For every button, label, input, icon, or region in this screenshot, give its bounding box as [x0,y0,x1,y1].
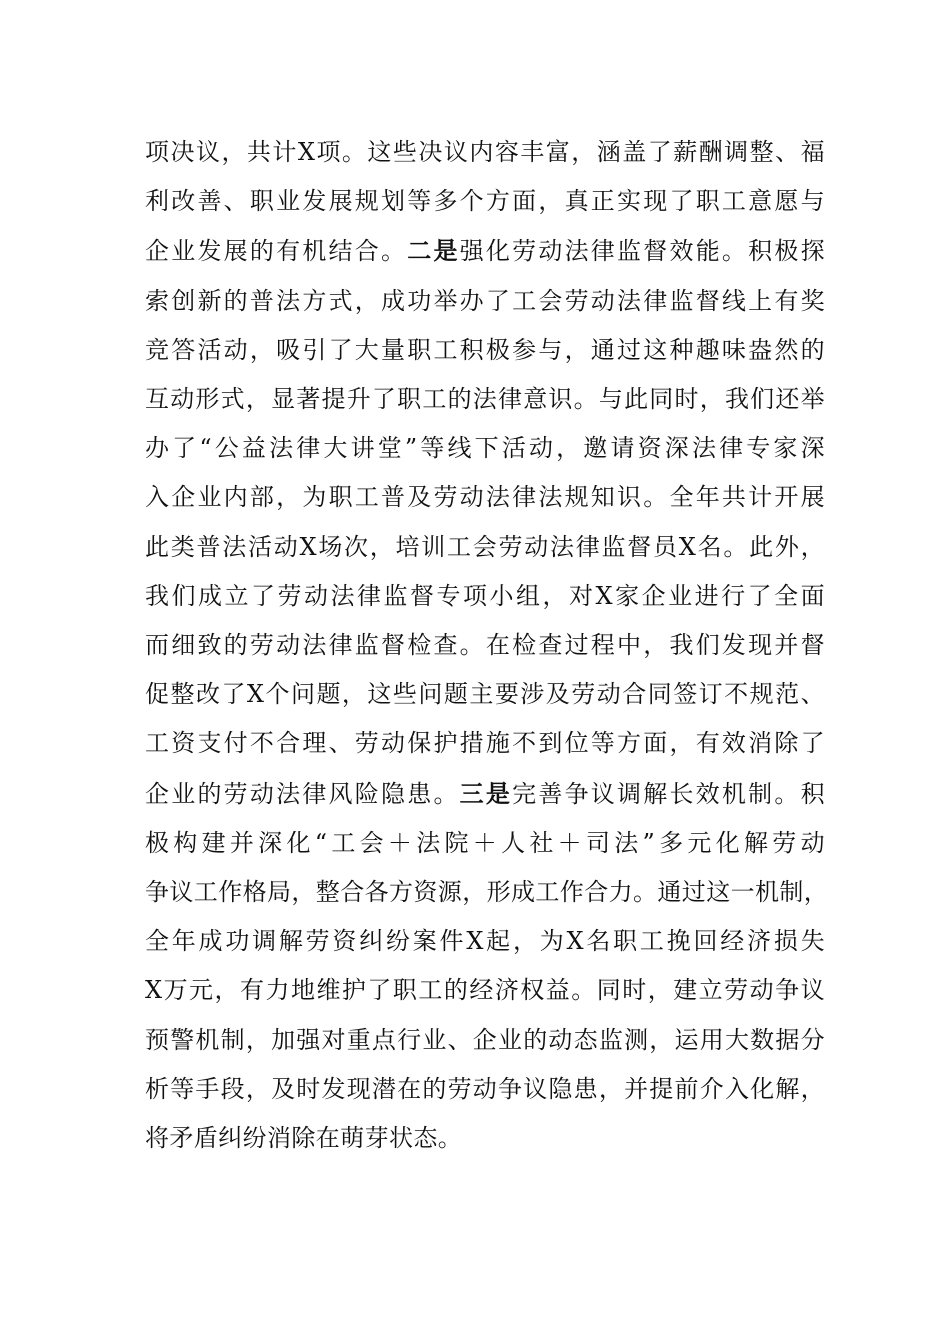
bold-lead-term: 二是 [407,236,460,266]
text-line [145,473,825,522]
body-paragraph [145,128,829,1163]
text-segment: 极构建并深化“工会＋法院＋人社＋司法”多元化解劳动 [145,828,825,857]
text-line [145,226,825,276]
text-segment: 利改善、职业发展规划等多个方面，真正实现了职工意愿与 [145,187,825,216]
text-segment: 入企业内部，为职工普及劳动法律法规知识。全年共计开展 [145,483,825,512]
text-segment: 竞答活动，吸引了大量职工积极参与，通过这种趣味盎然的 [145,335,825,364]
text-line [145,277,825,326]
text-line [145,523,825,572]
text-line [145,128,825,177]
text-line [145,1114,825,1163]
text-line [145,719,825,768]
text-segment: 而细致的劳动法律监督检查。在检查过程中，我们发现并督 [145,631,825,660]
text-line [145,917,825,966]
text-segment: 析等手段，及时发现潜在的劳动争议隐患，并提前介入化解， [145,1074,825,1103]
bold-lead-term: 三是 [459,778,513,808]
text-segment: 工资支付不合理、劳动保护措施不到位等方面，有效消除了 [145,729,825,758]
text-segment: 完善争议调解长效机制。积 [512,779,825,808]
text-line [145,621,825,670]
text-segment: X万元，有力地维护了职工的经济权益。同时，建立劳动争议 [145,976,825,1005]
text-line [145,670,825,719]
text-segment: 互动形式，显著提升了职工的法律意识。与此同时，我们还举 [145,385,825,414]
text-line [145,819,825,868]
text-segment: 将矛盾纠纷消除在萌芽状态。 [145,1124,463,1153]
text-segment: 我们成立了劳动法律监督专项小组，对X家企业进行了全面 [145,581,825,610]
text-line [145,375,825,424]
text-line [145,177,825,226]
text-segment: 预警机制，加强对重点行业、企业的动态监测，运用大数据分 [145,1025,825,1054]
text-line [145,326,825,375]
text-line [145,1065,825,1114]
text-segment: 办了“公益法律大讲堂”等线下活动，邀请资深法律专家深 [145,434,825,463]
text-segment: 企业的劳动法律风险隐患。 [145,779,460,808]
text-line [145,572,825,621]
text-line [145,1016,825,1065]
text-segment: 全年成功调解劳资纠纷案件X起，为X名职工挽回经济损失 [145,927,825,956]
text-segment: 项决议，共计X项。这些决议内容丰富，涵盖了薪酬调整、福 [145,138,825,166]
text-segment: 索创新的普法方式，成功举办了工会劳动法律监督线上有奖 [145,286,825,315]
text-segment: 强化劳动法律监督效能。积极探 [459,237,825,266]
text-segment: 争议工作格局，整合各方资源，形成工作合力。通过这一机制， [145,878,829,907]
text-line [145,966,825,1015]
text-segment: 促整改了X个问题，这些问题主要涉及劳动合同签订不规范、 [145,680,825,709]
text-segment: 企业发展的有机结合。 [145,237,408,266]
text-line [145,868,829,917]
text-line [145,424,825,473]
text-line [145,769,825,819]
text-segment: 此类普法活动X场次，培训工会劳动法律监督员X名。此外， [145,532,825,561]
